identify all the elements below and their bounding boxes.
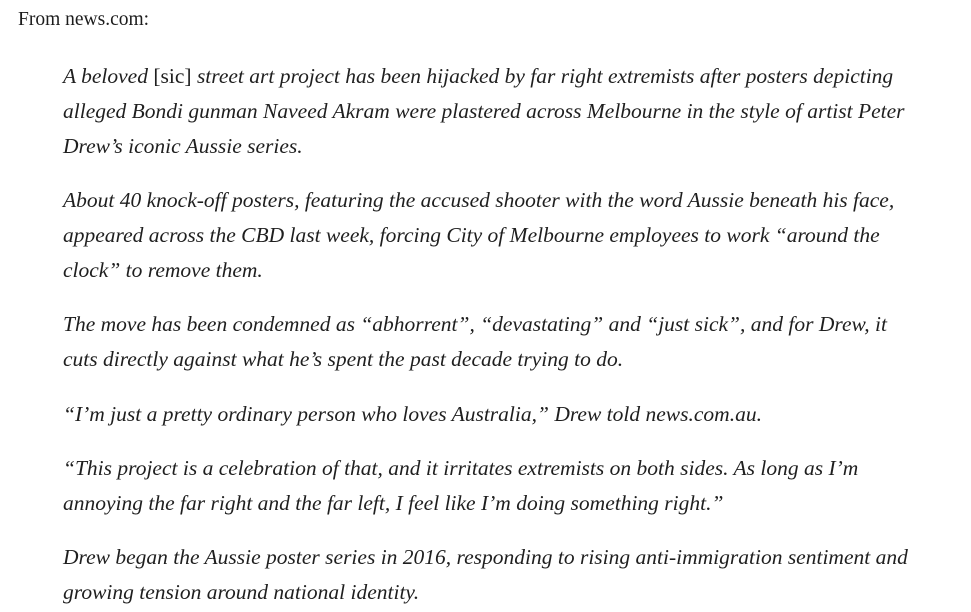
paragraph-1-italic-body: street art project has been hijacked by far right extremists after posters depicting alleged Bondi gunman Naveed Akram were plastered across Melbourne in the style of artist Peter Drew’s iconic Aussie series. <box>63 64 905 159</box>
quote-paragraph-4 <box>63 397 915 432</box>
quote-paragraph-3 <box>63 307 915 377</box>
quote-paragraph-6 <box>63 540 915 610</box>
paragraph-1-italic-lead: A beloved <box>63 64 148 89</box>
source-attribution <box>18 6 915 34</box>
paragraph-3-text: The move has been condemned as “abhorrent”, “devastating” and “just sick”, and for Drew, it cuts directly against what he’s spent the past decade trying to do. <box>63 312 887 372</box>
quote-paragraph-1 <box>63 59 915 164</box>
source-attribution-text: From news.com: <box>18 9 150 30</box>
paragraph-2-text: About 40 knock-off posters, featuring the accused shooter with the word Aussie beneath his face, appeared across the CBD last week, forcing City of Melbourne employees to work “around the clock” to remove them. <box>63 188 895 283</box>
paragraph-4-text: “I’m just a pretty ordinary person who loves Australia,” Drew told news.com.au. <box>63 401 762 426</box>
quote-paragraph-5 <box>63 451 915 521</box>
paragraph-5-text: “This project is a celebration of that, and it irritates extremists on both sides. As long as I’m annoying the far right and the far left, I feel like I’m doing something right.” <box>63 455 859 515</box>
paragraph-6-text: Drew began the Aussie poster series in 2016, responding to rising anti-immigration sentiment and growing tension around national identity. <box>63 544 908 604</box>
quote-paragraph-2 <box>63 183 915 288</box>
quoted-news-excerpt <box>63 59 915 609</box>
paragraph-1-sic-marker: [sic] <box>147 64 197 89</box>
